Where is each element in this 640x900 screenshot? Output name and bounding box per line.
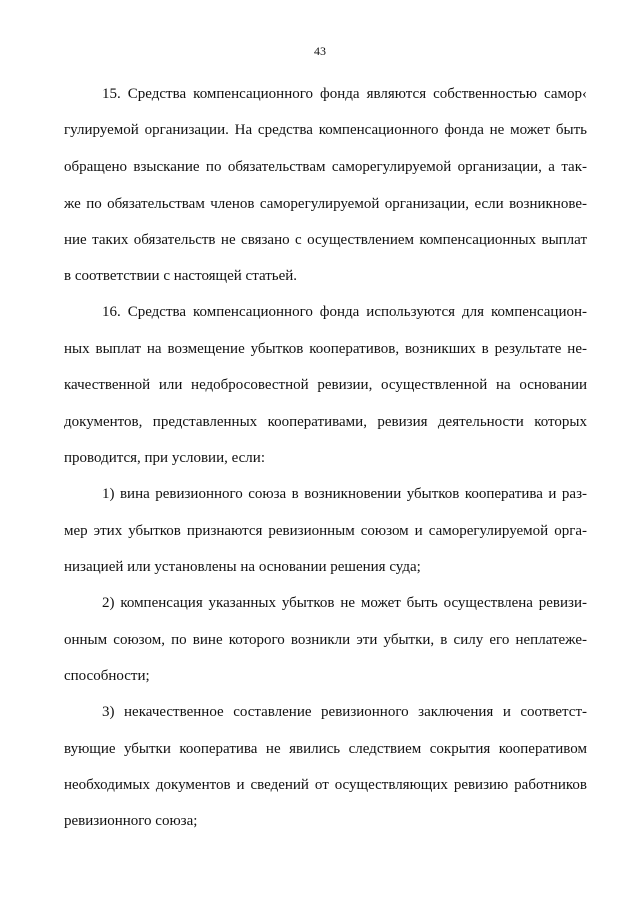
text-line: мер этих убытков признаются ревизионным союзом и саморегулируемой орга- bbox=[64, 523, 587, 539]
text-line: документов, представленных кооперативами, ревизия деятельности которых bbox=[64, 414, 587, 430]
page-number: 43 bbox=[314, 44, 326, 58]
text-line: вующие убытки кооператива не явились следствием сокрытия кооперативом bbox=[64, 741, 587, 757]
text-line: качественной или недобросовестной ревизии, осуществленной на основании bbox=[64, 377, 587, 393]
text-line: гулируемой организации. На средства компенсационного фонда не может быть bbox=[64, 122, 587, 138]
text-line: низацией или установлены на основании решения суда; bbox=[64, 559, 421, 575]
text-line: способности; bbox=[64, 668, 150, 684]
text-line: ревизионного союза; bbox=[64, 813, 198, 829]
text-line: же по обязательствам членов саморегулируемой организации, если возникнове- bbox=[64, 196, 587, 212]
text-line: 16. Средства компенсационного фонда используются для компенсацион- bbox=[102, 304, 587, 320]
text-line: 1) вина ревизионного союза в возникновении убытков кооператива и раз- bbox=[102, 486, 587, 502]
text-line: обращено взыскание по обязательствам саморегулируемой организации, а так- bbox=[64, 159, 587, 175]
text-line: онным союзом, по вине которого возникли эти убытки, в силу его неплатеже- bbox=[64, 632, 587, 648]
text-line: 3) некачественное составление ревизионного заключения и соответст- bbox=[102, 704, 587, 720]
text-line: 2) компенсация указанных убытков не может быть осуществлена ревизи- bbox=[102, 595, 587, 611]
text-line: необходимых документов и сведений от осуществляющих ревизию работников bbox=[64, 777, 587, 793]
text-line: ние таких обязательств не связано с осуществлением компенсационных выплат bbox=[64, 232, 587, 248]
text-line: ных выплат на возмещение убытков кооперативов, возникших в результате не- bbox=[64, 341, 587, 357]
text-line: в соответствии с настоящей статьей. bbox=[64, 268, 298, 284]
text-line: проводится, при условии, если: bbox=[64, 450, 265, 466]
text-line: 15. Средства компенсационного фонда являются собственностью самор‹ bbox=[102, 86, 587, 102]
